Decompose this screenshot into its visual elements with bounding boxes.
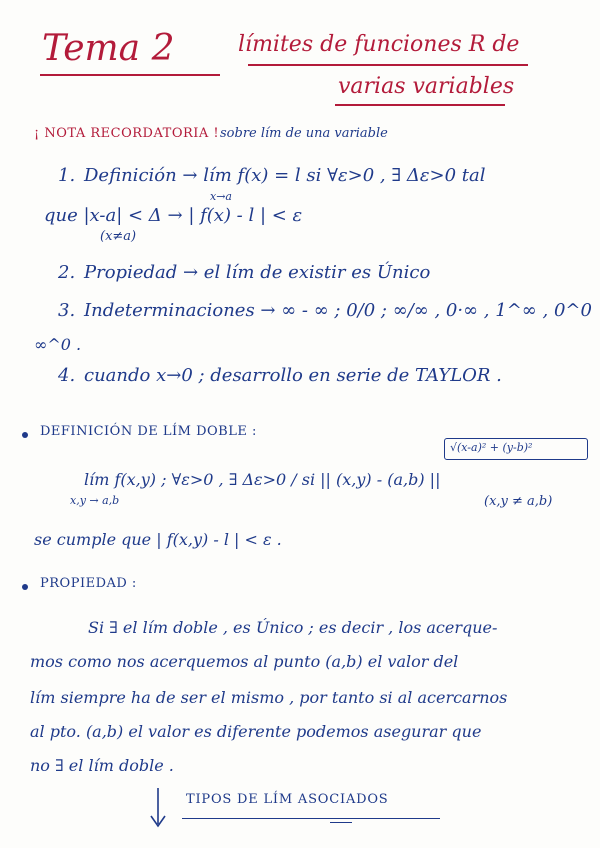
item-1-cond: (x≠a) [100, 229, 137, 244]
item-4-num: 4. [58, 365, 76, 386]
subtitle-underline-1 [248, 64, 528, 66]
propiedad-line-5: no ∃ el lím doble . [30, 756, 174, 775]
propiedad-line-2: mos como nos acerquemos al punto (a,b) el valor del [30, 652, 459, 671]
item-3-text: Indeterminaciones → ∞ - ∞ ; 0/0 ; ∞/∞ , 0·∞ , 1^∞ , 0^0 [84, 300, 592, 321]
nota-label [34, 126, 219, 141]
propiedad-heading: PROPIEDAD : [40, 576, 137, 591]
item-4-text: cuando x→0 ; desarrollo en serie de TAYLOR . [84, 365, 502, 386]
bullet-propiedad [22, 584, 28, 590]
doble-sub-limit: x,y → a,b [70, 494, 120, 507]
item-2-num: 2. [58, 262, 76, 283]
doble-line1: lím f(x,y) ; ∀ε>0 , ∃ Δε>0 / si || (x,y) - (a,b) || [84, 470, 441, 489]
nota-label-text: NOTA RECORDATORIA [44, 126, 209, 141]
item-3-num: 3. [58, 300, 76, 321]
nota-bracket-open: ¡ [34, 126, 45, 141]
page-subtitle-line1: límites de funciones R de [238, 32, 520, 57]
lim-subscript: x→a [210, 190, 232, 203]
tipos-heading: TIPOS DE LÍM ASOCIADOS [186, 792, 389, 807]
bullet-doble [22, 432, 28, 438]
item-3-cont: ∞^0 . [34, 335, 82, 354]
propiedad-line-3: lím siempre ha de ser el mismo , por tanto si al acercarnos [30, 688, 508, 707]
propiedad-line-1: Si ∃ el lím doble , es Único ; es decir , los acerque- [88, 618, 498, 637]
tipos-underline-mark [330, 822, 352, 823]
title-underline [40, 74, 220, 76]
page-subtitle-line2: varias variables [338, 74, 515, 99]
tipos-underline [182, 818, 440, 819]
down-arrow-icon [148, 786, 168, 830]
doble-line2: se cumple que | f(x,y) - l | < ε . [34, 530, 282, 549]
nota-bracket-close: ! [208, 126, 220, 141]
nota-text: sobre lím de una variable [220, 126, 388, 141]
item-1-num: 1. [58, 165, 76, 186]
item-2-text: Propiedad → el lím de existir es Único [84, 262, 431, 283]
norm-box-text: √(x-a)² + (y-b)² [450, 441, 533, 454]
item-1-text: Definición → lím f(x) = l si ∀ε>0 , ∃ Δε>0 tal [84, 165, 486, 186]
page-title: Tema 2 [42, 28, 175, 69]
propiedad-line-4: al pto. (a,b) el valor es diferente podemos asegurar que [30, 722, 482, 741]
subtitle-underline-2 [335, 104, 505, 106]
doble-sub-cond: (x,y ≠ a,b) [484, 494, 553, 509]
doble-heading: DEFINICIÓN DE LÍM DOBLE : [40, 424, 257, 439]
item-1-cont: que |x-a| < Δ → | f(x) - l | < ε [44, 205, 303, 226]
